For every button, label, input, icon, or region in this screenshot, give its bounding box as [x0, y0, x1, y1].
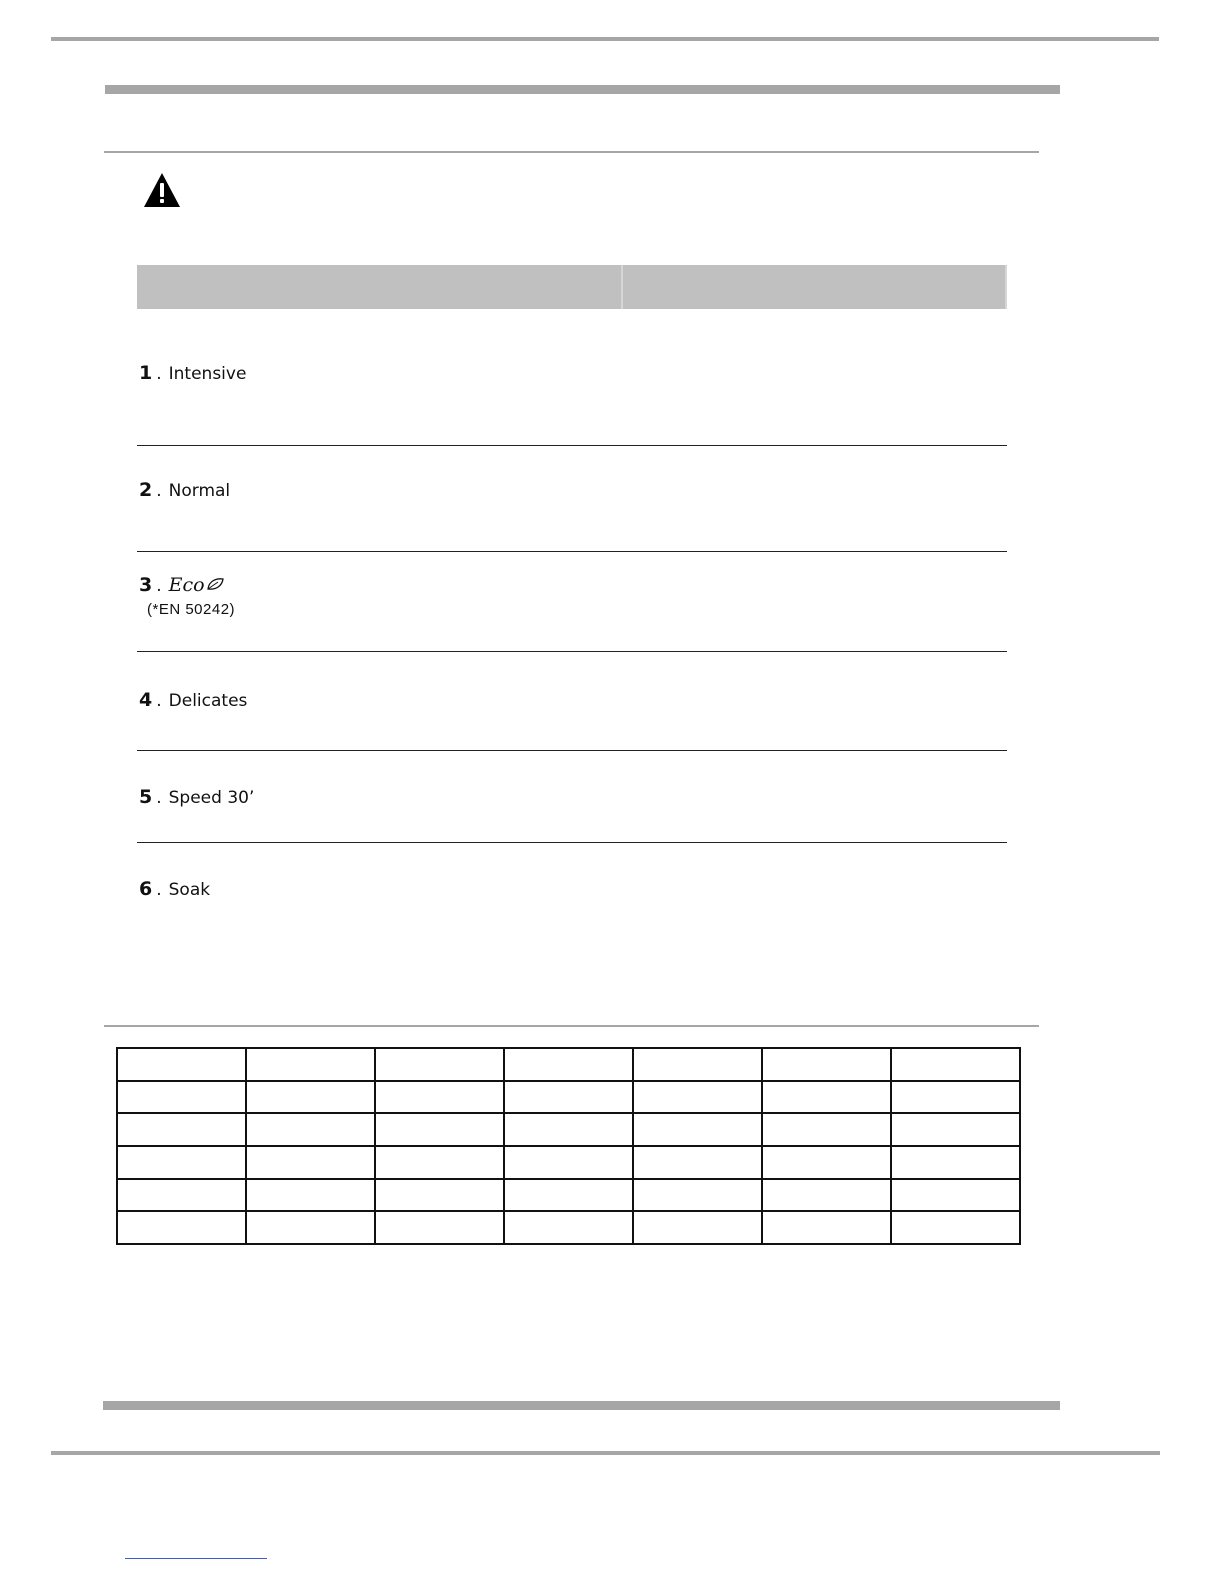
- table-row: [117, 1179, 1020, 1212]
- table-cell: [504, 1211, 633, 1244]
- table-cell: [246, 1113, 375, 1146]
- table-cell: [246, 1146, 375, 1179]
- table-cell: [504, 1081, 633, 1114]
- program-item-delicates: [139, 689, 247, 711]
- program-name: Delicates: [168, 691, 248, 711]
- program-number: 2: [139, 479, 153, 501]
- row-divider: [137, 651, 1007, 652]
- table-cell: [633, 1211, 762, 1244]
- table-cell: [246, 1048, 375, 1081]
- table-row: [117, 1048, 1020, 1081]
- table-cell: [375, 1146, 504, 1179]
- table-cell: [375, 1211, 504, 1244]
- table-cell: [375, 1048, 504, 1081]
- table-cell: [891, 1179, 1020, 1212]
- table-row: [117, 1146, 1020, 1179]
- table-cell: [891, 1081, 1020, 1114]
- table-cell: [117, 1081, 246, 1114]
- number-separator: .: [156, 880, 162, 900]
- table-cell: [117, 1211, 246, 1244]
- table-cell: [762, 1048, 891, 1081]
- table-cell: [762, 1146, 891, 1179]
- table-cell: [246, 1081, 375, 1114]
- table-cell: [891, 1048, 1020, 1081]
- row-divider: [137, 750, 1007, 751]
- number-separator: .: [156, 576, 162, 596]
- table-cell: [504, 1179, 633, 1212]
- number-separator: .: [156, 481, 162, 501]
- table-cell: [633, 1146, 762, 1179]
- table-cell: [117, 1179, 246, 1212]
- program-name: Normal: [168, 481, 231, 501]
- table-cell: [762, 1179, 891, 1212]
- table-cell: [891, 1211, 1020, 1244]
- row-divider: [137, 445, 1007, 446]
- table-cell: [633, 1048, 762, 1081]
- data-grid-table: [116, 1047, 1021, 1245]
- table-cell: [633, 1081, 762, 1114]
- table-cell: [891, 1146, 1020, 1179]
- top-outer-rule: [51, 37, 1159, 41]
- table-cell: [762, 1113, 891, 1146]
- bottom-outer-rule: [51, 1451, 1160, 1455]
- table-cell: [375, 1113, 504, 1146]
- table-cell: [633, 1113, 762, 1146]
- table-cell: [117, 1146, 246, 1179]
- table-cell: [762, 1081, 891, 1114]
- table-cell: [246, 1211, 375, 1244]
- program-header-cell: [137, 265, 623, 309]
- program-note: (*EN 50242): [147, 601, 236, 618]
- table-cell: [504, 1146, 633, 1179]
- program-number: 5: [139, 786, 153, 808]
- table-cell: [117, 1113, 246, 1146]
- table-cell: [891, 1113, 1020, 1146]
- leaf-icon: [206, 577, 224, 591]
- program-name: Intensive: [168, 364, 247, 384]
- table-row: [117, 1113, 1020, 1146]
- table-cell: [633, 1179, 762, 1212]
- program-item-intensive: [139, 362, 246, 384]
- program-number: 6: [139, 878, 153, 900]
- program-item-speed: [139, 786, 254, 808]
- program-number: 1: [139, 362, 153, 384]
- program-number: 4: [139, 689, 153, 711]
- program-item-soak: [139, 878, 210, 900]
- table-cell: [504, 1113, 633, 1146]
- table-cell: [375, 1081, 504, 1114]
- program-table-header: [137, 265, 1007, 309]
- program-name: Speed 30’: [168, 788, 255, 808]
- row-divider: [137, 551, 1007, 552]
- table-cell: [246, 1179, 375, 1212]
- table-row: [117, 1081, 1020, 1114]
- table-cell: [504, 1048, 633, 1081]
- top-header-bar: [105, 85, 1060, 94]
- section-rule-bottom: [104, 1025, 1039, 1027]
- warning-triangle-icon: [143, 172, 181, 208]
- program-name: Soak: [168, 880, 211, 900]
- program-number: 3: [139, 574, 153, 596]
- bottom-footer-bar: [103, 1401, 1060, 1410]
- table-cell: [762, 1211, 891, 1244]
- table-row: [117, 1211, 1020, 1244]
- table-cell: [375, 1179, 504, 1212]
- table-cell: [117, 1048, 246, 1081]
- number-separator: .: [156, 788, 162, 808]
- number-separator: .: [156, 364, 162, 384]
- footer-link[interactable]: [125, 1558, 267, 1559]
- program-name: Eco: [168, 574, 205, 596]
- row-divider: [137, 842, 1007, 843]
- description-header-cell: [623, 265, 1007, 309]
- section-rule-top: [104, 151, 1039, 153]
- program-item-normal: [139, 479, 230, 501]
- program-item-eco: [139, 574, 224, 596]
- number-separator: .: [156, 691, 162, 711]
